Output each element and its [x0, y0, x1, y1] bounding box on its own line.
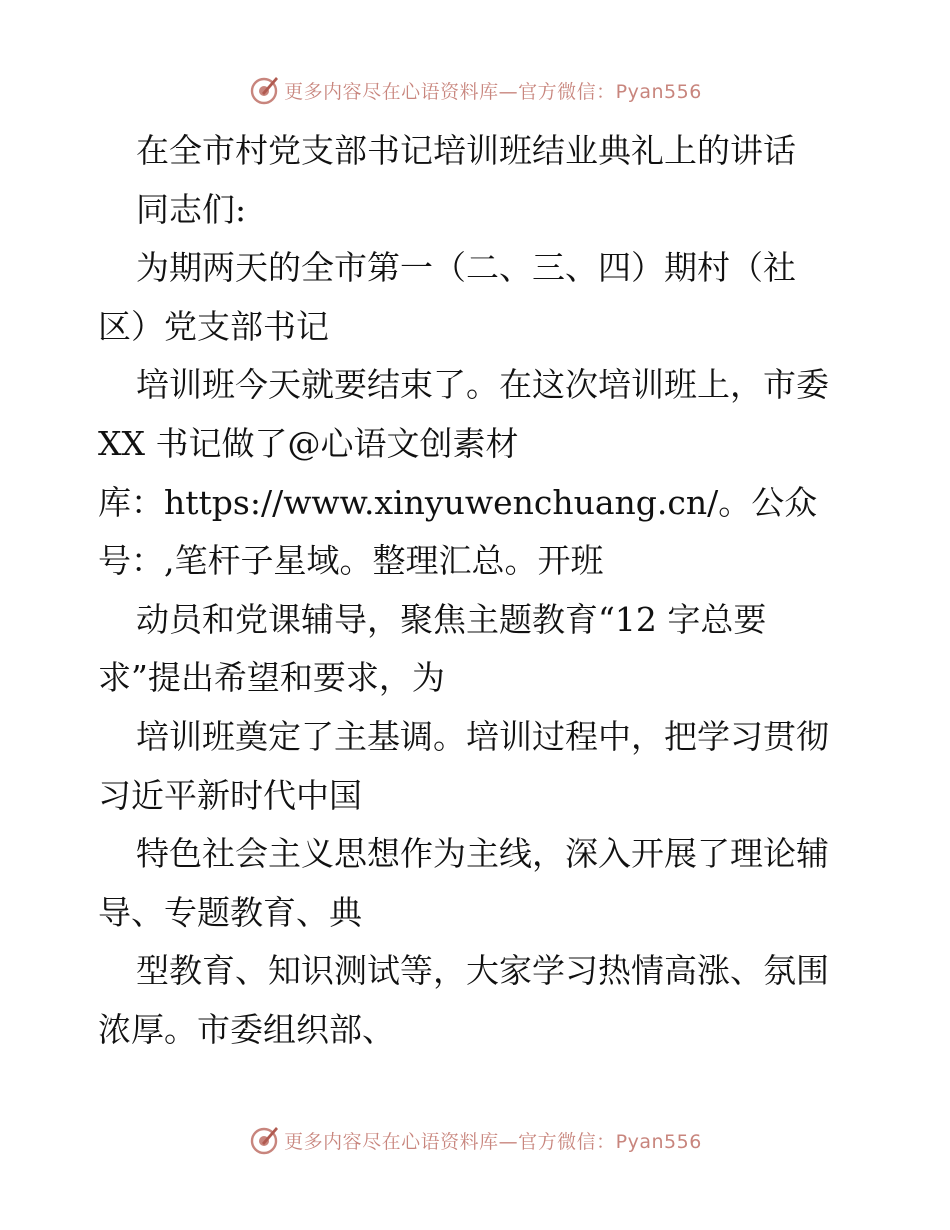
quill-logo-icon: [248, 1124, 280, 1156]
paragraph-line: 特色社会主义思想作为主线，深入开展了理论辅: [136, 834, 829, 874]
paragraph-line: 区）党支部书记: [98, 306, 329, 346]
header-banner: [0, 70, 950, 110]
paragraph-line: 型教育、知识测试等，大家学习热情高涨、氛围: [136, 951, 829, 991]
paragraph-line: 在全市村党支部书记培训班结业典礼上的讲话: [136, 131, 796, 170]
paragraph-line: 浓厚。市委组织部、: [98, 1009, 395, 1049]
paragraph-line: 习近平新时代中国: [98, 775, 362, 815]
paragraph-line: 动员和党课辅导，聚焦主题教育“12 字总要: [136, 599, 767, 639]
paragraph-line: 同志们:: [136, 189, 247, 229]
paragraph-line: 求”提出希望和要求，为: [98, 658, 445, 698]
paragraph-line: 培训班今天就要结束了。在这次培训班上，市委: [136, 365, 829, 405]
footer-banner: [0, 1120, 950, 1160]
document-body: [98, 122, 858, 1060]
paragraph-line: 为期两天的全市第一（二、三、四）期村（社: [136, 248, 796, 288]
paragraph-line: 号：,笔杆子星域。整理汇总。开班: [98, 541, 604, 581]
paragraph-line: 导、专题教育、典: [98, 892, 362, 932]
paragraph-line: XX 书记做了@心语文创素材: [98, 423, 519, 463]
header-banner-text: 更多内容尽在心语资料库—官方微信：Pyan556: [284, 80, 702, 103]
paragraph-line: 培训班奠定了主基调。培训过程中，把学习贯彻: [136, 716, 829, 756]
quill-logo-icon: [248, 74, 280, 106]
footer-banner-text: 更多内容尽在心语资料库—官方微信：Pyan556: [284, 1130, 702, 1153]
paragraph-line: 库：https://www.xinyuwenchuang.cn/。公众: [98, 482, 818, 522]
